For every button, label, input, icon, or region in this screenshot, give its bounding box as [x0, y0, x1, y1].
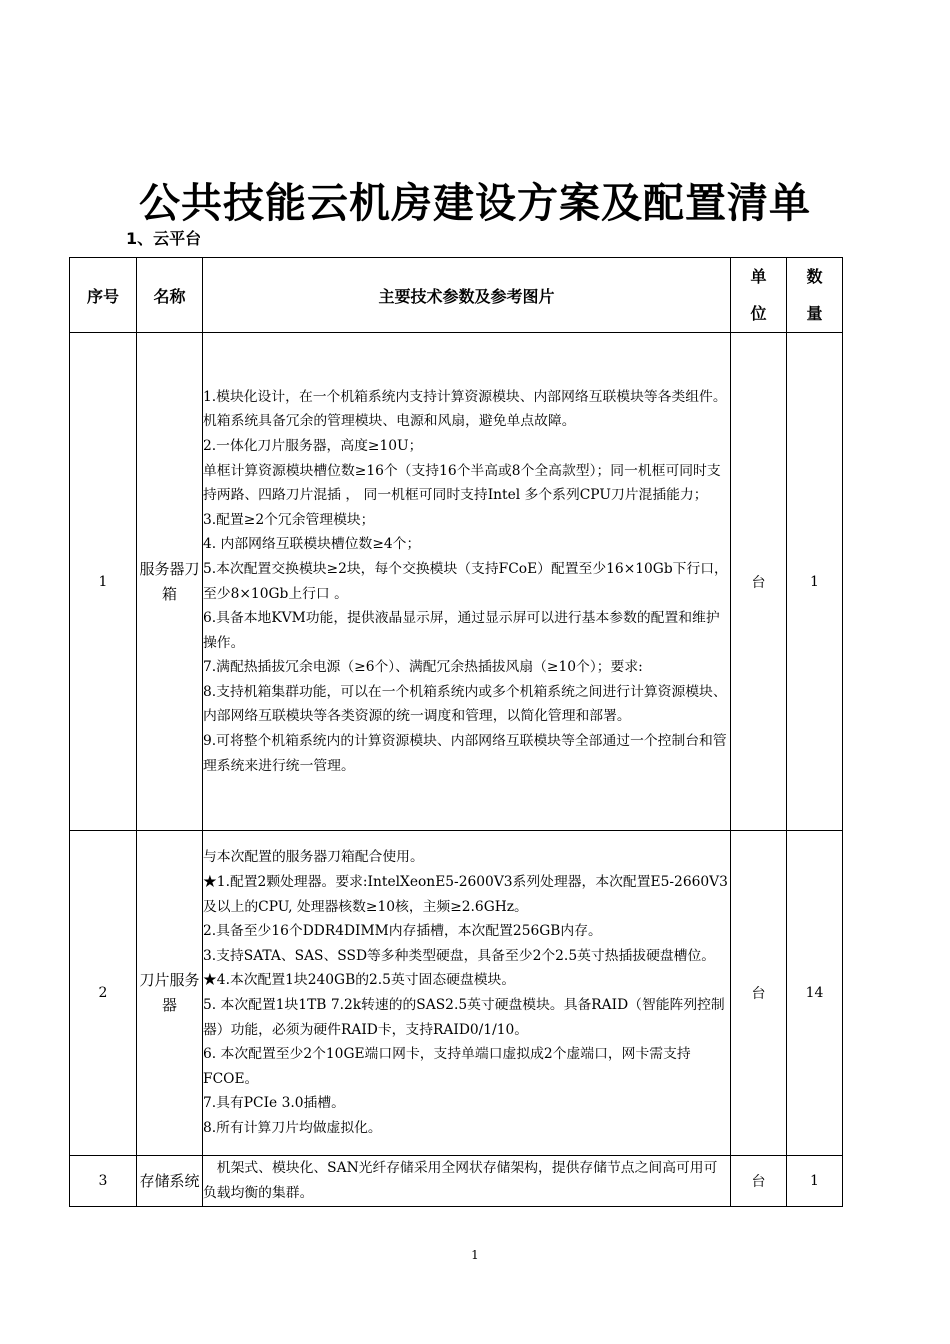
row-params: 机架式、模块化、SAN光纤存储采用全网状存储架构，提供存储节点之间高可用可负载均衡的集群。	[203, 1156, 731, 1207]
row-name: 刀片服务器	[137, 831, 203, 1156]
row-unit: 台	[731, 1156, 787, 1207]
row-unit: 台	[731, 831, 787, 1156]
header-index: 序号	[70, 258, 137, 333]
table-row	[70, 333, 843, 831]
table-row	[70, 1156, 843, 1207]
header-unit: 单 位	[731, 258, 787, 333]
row-index: 2	[70, 831, 137, 1156]
header-params: 主要技术参数及参考图片	[203, 258, 731, 333]
row-qty: 1	[787, 333, 843, 831]
row-params: 1.模块化设计，在一个机箱系统内支持计算资源模块、内部网络互联模块等各类组件。机箱系统具备冗余的管理模块、电源和风扇，避免单点故障。 2.一体化刀片服务器，高度≥10U； 单框计算资源模块槽位数≥16个（支持16个半高或8个全高款型）；同一机框可同时支持两路、四路刀片混插 ， 同一机框可同时支持Intel 多个系列CPU刀片混插能力； 3.配置≥2个冗余管理模块； 4. 内部网络互联模块槽位数≥4个； 5.本次配置交换模块≥2块，每个交换模块（支持FCoE）配置至少16×10Gb下行口，至少8×10Gb上行口 。 6.具备本地KVM功能，提供液晶显示屏，通过显示屏可以进行基本参数的配置和维护操作。 7.满配热插拔冗余电源（≥6个）、满配冗余热插拔风扇（≥10个）；要求: 8.支持机箱集群功能，可以在一个机箱系统内或多个机箱系统之间进行计算资源模块、内部网络互联模块等各类资源的统一调度和管理，以简化管理和部署。 9.可将整个机箱系统内的计算资源模块、内部网络互联模块等全部通过一个控制台和管理系统来进行统一管理。	[203, 333, 731, 831]
page-number: 1	[471, 1248, 479, 1262]
row-qty: 14	[787, 831, 843, 1156]
header-name: 名称	[137, 258, 203, 333]
row-params: 与本次配置的服务器刀箱配合使用。 ★1.配置2颗处理器。要求:IntelXeonE5-2600V3系列处理器，本次配置E5-2660V3及以上的CPU, 处理器核数≥10核，主频≥2.6GHz。 2.具备至少16个DDR4DIMM内存插槽，本次配置256GB内存。 3.支持SATA、SAS、SSD等多种类型硬盘，具备至少2个2.5英寸热插拔硬盘槽位。 ★4.本次配置1块240GB的2.5英寸固态硬盘模块。 5. 本次配置1块1TB 7.2k转速的的SAS2.5英寸硬盘模块。具备RAID（智能阵列控制器）功能，必须为硬件RAID卡，支持RAID0/1/10。 6. 本次配置至少2个10GE端口网卡，支持单端口虚拟成2个虚端口，网卡需支持FCOE。 7.具有PCIe 3.0插槽。 8.所有计算刀片均做虚拟化。	[203, 831, 731, 1156]
table-header-row	[70, 258, 843, 333]
table-row	[70, 831, 843, 1156]
row-index: 3	[70, 1156, 137, 1207]
row-name: 服务器刀箱	[137, 333, 203, 831]
row-unit: 台	[731, 333, 787, 831]
row-qty: 1	[787, 1156, 843, 1207]
row-name: 存储系统	[137, 1156, 203, 1207]
document-title: 公共技能云机房建设方案及配置清单	[139, 179, 811, 227]
section-heading: 1、云平台	[126, 229, 202, 248]
spec-table	[69, 257, 843, 1207]
header-qty: 数 量	[787, 258, 843, 333]
row-index: 1	[70, 333, 137, 831]
